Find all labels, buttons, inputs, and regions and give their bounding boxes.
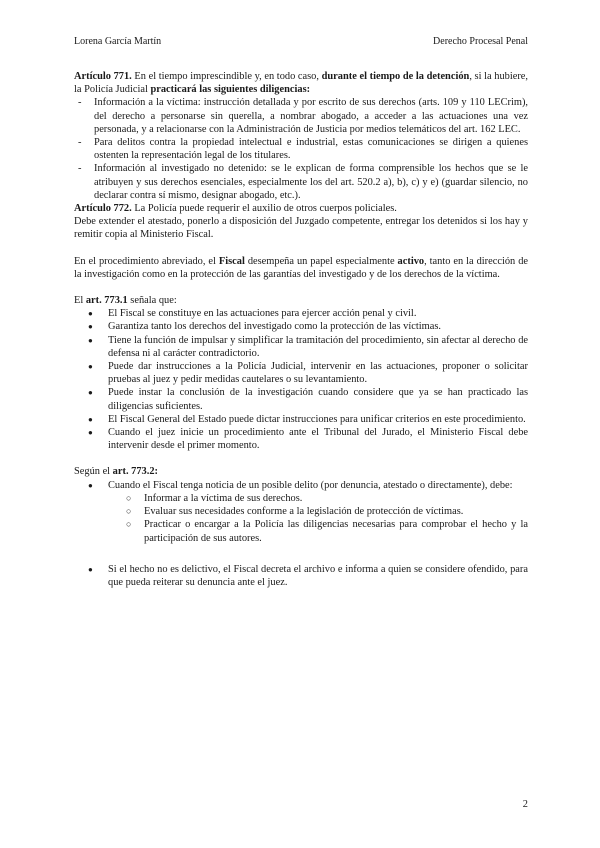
atestado-paragraph: Debe extender el atestado, ponerlo a disposición del Juzgado competente, entregar los detenidos si los hay y remitir copia al Ministerio Fiscal. [74,216,528,241]
art7732-list [74,479,528,589]
list-item: ● Tiene la función de impulsar y simplificar la tramitación del procedimiento, sin afectar al derecho de defensa ni al carácter contradictorio. [108,334,528,360]
header-subject: Derecho Procesal Penal [433,36,528,47]
art7731-intro: El art. 773.1 señala que: [74,295,177,307]
list-item: - Para delitos contra la propiedad intelectual e industrial, estas comunicaciones se dirigen a quienes ostenten la representación legal de los titulares. [94,136,528,162]
art772-paragraph: Artículo 772. La Policía puede requerir el auxilio de otros cuerpos policiales. [74,203,397,215]
fiscal-paragraph: En el procedimiento abreviado, el Fiscal desempeña un papel especialmente activo, tanto en la dirección de la investigación como en la protección de las garantías del investigado y de los derechos de la víctima. [74,255,529,280]
document-body [74,70,528,589]
art771-paragraph: Artículo 771. En el tiempo imprescindible y, en todo caso, durante el tiempo de la detención, si la hubiere, la Policía Judicial practicará las siguientes diligencias: [74,71,529,96]
art771-list [74,96,528,202]
list-item: ● Garantiza tanto los derechos del investigado como la protección de las víctimas. [108,320,528,333]
art7731-list [74,307,528,452]
list-item: ● El Fiscal se constituye en las actuaciones para ejercer acción penal y civil. [108,307,528,320]
list-item: ● Cuando el juez inicie un procedimiento ante el Tribunal del Jurado, el Ministerio Fiscal debe intervenir desde el primer momento. [108,426,528,452]
list-item: ● Si el hecho no es delictivo, el Fiscal decreta el archivo e informa a quien se considere ofendido, para que pueda reiterar su denuncia ante el juez. [108,563,528,589]
list-item: ● Puede instar la conclusión de la investigación cuando considere que ya se han practicado las diligencias suficientes. [108,386,528,412]
art771-label: Artículo 771. [74,71,132,82]
list-item: ● El Fiscal General del Estado puede dictar instrucciones para unificar criterios en este procedimiento. [108,413,528,426]
list-item: - Información al investigado no detenido: se le explican de forma comprensible los hechos que se le atribuyen y sus derechos esenciales, especialmente los del art. 520.2 a), b), c) y e) (guardar silencio, no declarar contra sí mismo, designar abogado, etc.). [94,162,528,202]
sub-list-item: ○ Evaluar sus necesidades conforme a la legislación de protección de víctimas. [144,505,528,518]
art7732-sublist [108,492,528,545]
sub-list-item: ○ Practicar o encargar a la Policía las diligencias necesarias para comprobar el hecho y la participación de sus autores. [144,518,528,544]
sub-list-item: ○ Informar a la víctima de sus derechos. [144,492,528,505]
art772-label: Artículo 772. [74,203,132,215]
page-number: 2 [522,799,528,810]
art7732-intro: Según el art. 773.2: [74,466,158,478]
list-item: ● Cuando el Fiscal tenga noticia de un posible delito (por denuncia, atestado o directamente), debe: ○ Informar a la víctima de sus derechos. ○ Evaluar sus necesidades conforme a la legislación de protección de víctimas. ○ Practicar o encargar a la Policía las diligencias necesarias para comprobar el hecho y la participación de sus autores. [108,479,528,545]
list-item: - Información a la víctima: instrucción detallada y por escrito de sus derechos (arts. 109 y 110 LECrim), del derecho a personarse sin querella, a nombrar abogado, a acceder a las actuaciones una vez personada, y a relacionarse con la Administración de Justicia por medios telemáticos del art. 162 LEC. [94,96,528,136]
header-author: Lorena García Martín [74,36,162,47]
list-item: ● Puede dar instrucciones a la Policía Judicial, intervenir en las actuaciones, proponer o solicitar pruebas al juez y pedir medidas cautelares o su levantamiento. [108,360,528,386]
